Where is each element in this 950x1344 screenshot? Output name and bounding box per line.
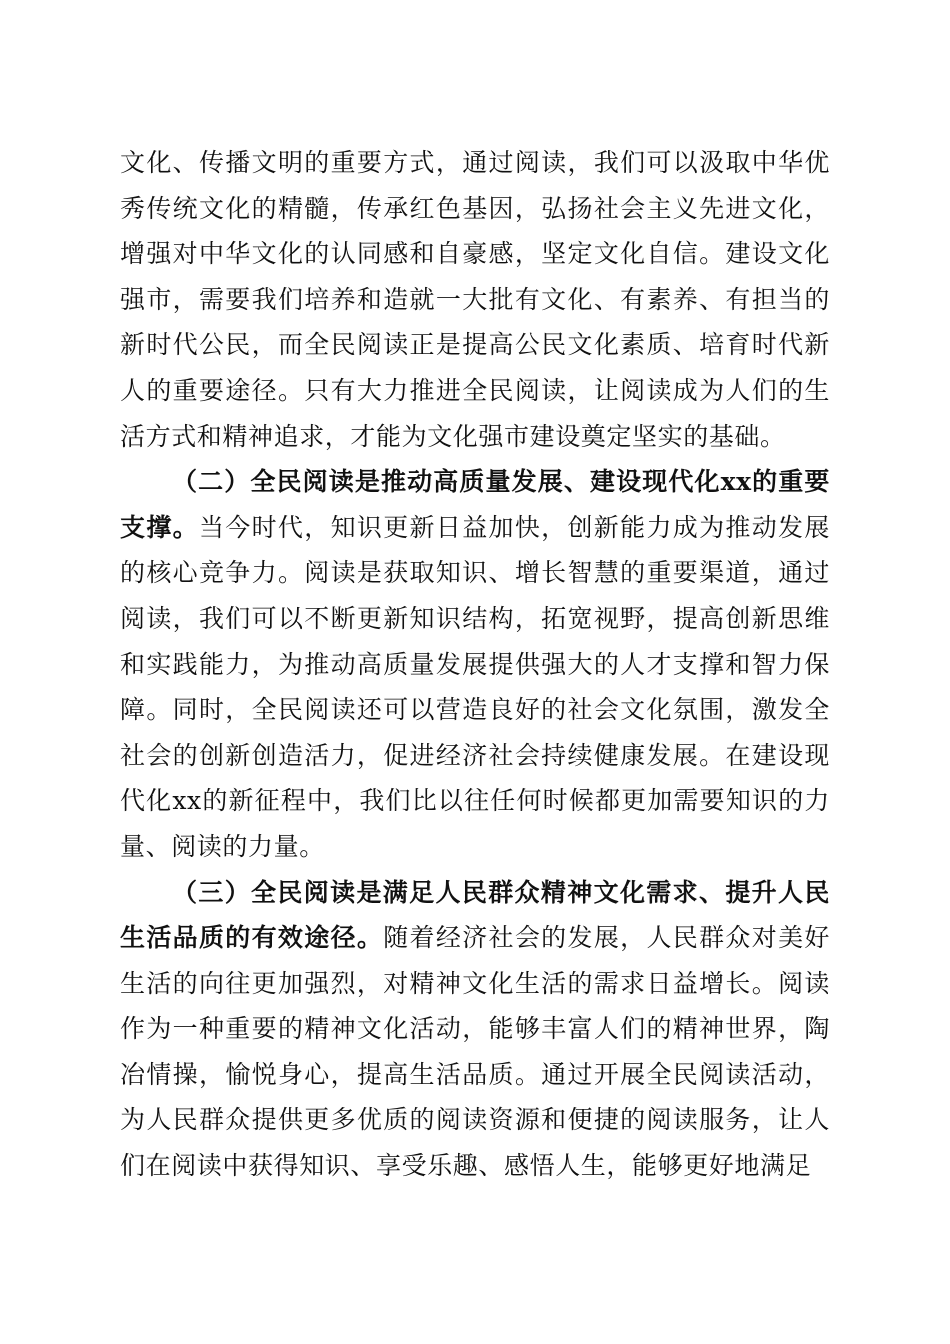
- paragraph-culture-city: [120, 140, 830, 459]
- paragraph-body: 当今时代，知识更新日益加快，创新能力成为推动发展的核心竞争力。阅读是获取知识、增长智慧的重要渠道，通过阅读，我们可以不断更新知识结构，拓宽视野，提高创新思维和实践能力，为推动高质量发展提供强大的人才支撑和智力保障。同时，全民阅读还可以营造良好的社会文化氛围，激发全社会的创新创造活力，促进经济社会持续健康发展。在建设现代化xx的新征程中，我们比以往任何时候都更加需要知识的力量、阅读的力量。: [120, 512, 830, 861]
- paragraph-spiritual-needs: [120, 870, 830, 1189]
- paragraph-heading: （三）全民阅读是满足人民群众精神文化需求、提升人民生活品质的有效途径。: [120, 877, 830, 953]
- paragraph-high-quality-development: [120, 459, 830, 869]
- paragraph-heading: （二）全民阅读是推动高质量发展、建设现代化xx的重要支撑。: [120, 467, 830, 542]
- paragraph-body: 文化、传播文明的重要方式，通过阅读，我们可以汲取中华优秀传统文化的精髓，传承红色基因，弘扬社会主义先进文化，增强对中华文化的认同感和自豪感，坚定文化自信。建设文化强市，需要我们培养和造就一大批有文化、有素养、有担当的新时代公民，而全民阅读正是提高公民文化素质、培育时代新人的重要途径。只有大力推进全民阅读，让阅读成为人们的生活方式和精神追求，才能为文化强市建设奠定坚实的基础。: [120, 148, 830, 451]
- document-body: [120, 140, 830, 1189]
- paragraph-body: 随着经济社会的发展，人民群众对美好生活的向往更加强烈，对精神文化生活的需求日益增长。阅读作为一种重要的精神文化活动，能够丰富人们的精神世界，陶冶情操，愉悦身心，提高生活品质。通过开展全民阅读活动，为人民群众提供更多优质的阅读资源和便捷的阅读服务，让人们在阅读中获得知识、享受乐趣、感悟人生，能够更好地满足: [120, 923, 830, 1181]
